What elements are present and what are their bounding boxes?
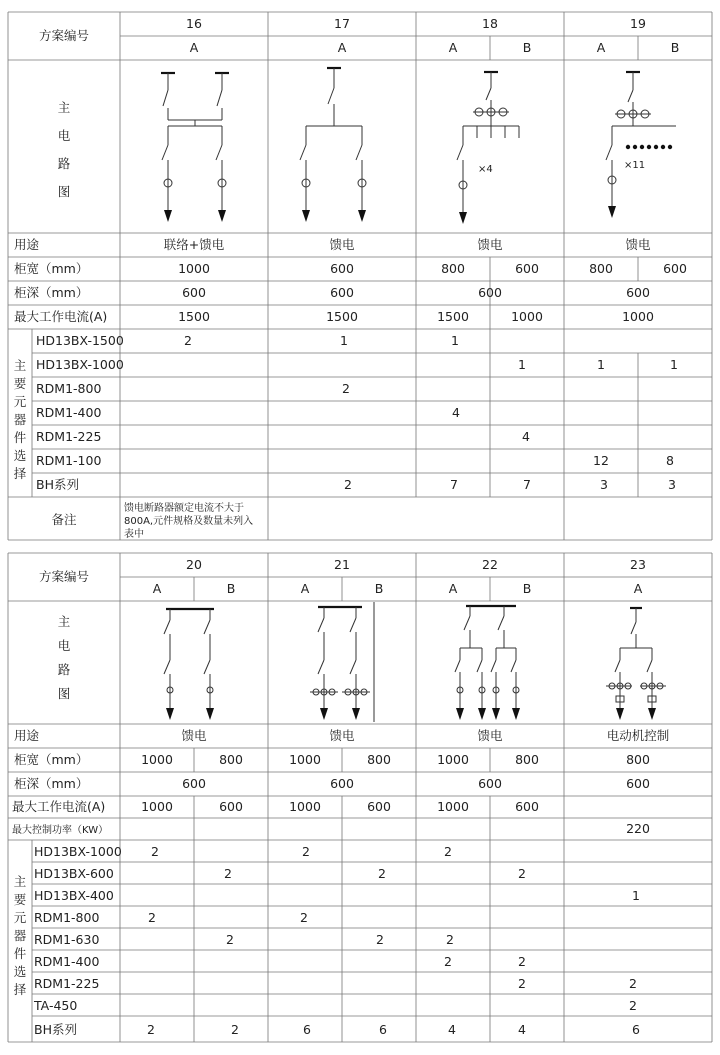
scheme-number: 17 — [334, 16, 350, 31]
variant-label: A — [448, 581, 458, 596]
components-group-char: 器 — [13, 928, 27, 943]
depth-value: 600 — [330, 285, 354, 300]
component-value: 2 — [518, 976, 526, 991]
component-value: 2 — [184, 333, 192, 348]
component-value: 2 — [231, 1022, 239, 1037]
remarks-text: 馈电断路器额定电流不大于 — [124, 503, 244, 514]
depth-value: 600 — [626, 776, 650, 791]
usage-value: 电动机控制 — [606, 728, 670, 743]
component-value: 2 — [147, 1022, 155, 1037]
component-value: 2 — [300, 910, 308, 925]
component-value: 2 — [342, 381, 350, 396]
component-value: 2 — [444, 954, 452, 969]
component-value: 6 — [303, 1022, 311, 1037]
components-group-char: 器 — [13, 412, 27, 427]
scheme-number: 21 — [334, 557, 350, 572]
depth-label: 柜深（mm） — [14, 776, 89, 791]
max-current-value: 1500 — [178, 309, 210, 324]
max-current-value: 1000 — [511, 309, 543, 324]
component-value: 2 — [518, 866, 526, 881]
component-name: RDM1-800 — [36, 381, 102, 396]
component-value: 1 — [340, 333, 348, 348]
width-value: 800 — [441, 261, 465, 276]
remarks-text: 800A,元件规格及数量未列入 — [124, 516, 254, 527]
width-value: 600 — [515, 261, 539, 276]
variant-label: A — [633, 581, 643, 596]
max-current-value: 1500 — [326, 309, 358, 324]
component-name: HD13BX-1000 — [36, 357, 124, 372]
table-2 — [8, 553, 712, 1042]
variant-label: B — [670, 40, 680, 55]
component-value: 4 — [518, 1022, 526, 1037]
component-name: HD13BX-1500 — [36, 333, 124, 348]
component-value: 7 — [523, 477, 531, 492]
component-value: 2 — [151, 844, 159, 859]
max-current-label: 最大工作电流(A) — [12, 799, 106, 814]
usage-value: 馈电 — [329, 728, 355, 743]
width-value: 1000 — [178, 261, 210, 276]
circuit-diagram-22 — [455, 606, 520, 720]
variant-label: A — [448, 40, 458, 55]
component-name: TA-450 — [34, 998, 78, 1013]
max-power-label: 最大控制功率（KW） — [12, 825, 109, 836]
scheme-number: 20 — [186, 557, 202, 572]
width-value: 800 — [589, 261, 613, 276]
component-value: 2 — [629, 998, 637, 1013]
component-value: 2 — [148, 910, 156, 925]
main-circuit-label-char: 图 — [57, 184, 71, 199]
main-circuit-label-char: 图 — [57, 686, 71, 701]
main-circuit-label-char: 路 — [57, 662, 71, 677]
usage-value: 馈电 — [181, 728, 207, 743]
variant-label: A — [300, 581, 310, 596]
components-group-char: 元 — [13, 910, 27, 925]
remarks-text: 表中 — [124, 529, 144, 540]
variant-label: A — [596, 40, 606, 55]
depth-value: 600 — [478, 285, 502, 300]
max-current-value: 1500 — [437, 309, 469, 324]
component-name: RDM1-800 — [34, 910, 100, 925]
usage-value: 馈电 — [477, 728, 503, 743]
usage-label: 用途 — [14, 728, 40, 743]
scheme-no-label: 方案编号 — [38, 569, 90, 584]
component-value: 7 — [450, 477, 458, 492]
component-value: 1 — [670, 357, 678, 372]
depth-value: 600 — [478, 776, 502, 791]
component-value: 6 — [632, 1022, 640, 1037]
component-value: 2 — [344, 477, 352, 492]
components-group-char: 主 — [13, 874, 27, 889]
max-current-value: 1000 — [289, 799, 321, 814]
component-name: RDM1-225 — [34, 976, 100, 991]
variant-label: A — [189, 40, 199, 55]
component-name: BH系列 — [34, 1022, 77, 1037]
diagram-note-x11: ×11 — [624, 160, 646, 171]
scheme-number: 18 — [482, 16, 498, 31]
usage-value: 联络+馈电 — [163, 237, 225, 252]
max-power-value: 220 — [626, 821, 650, 836]
variant-label: B — [522, 581, 532, 596]
width-value: 800 — [626, 752, 650, 767]
max-current-value: 1000 — [622, 309, 654, 324]
component-name: RDM1-400 — [36, 405, 102, 420]
component-value: 4 — [522, 429, 530, 444]
component-value: 2 — [376, 932, 384, 947]
component-value: 1 — [518, 357, 526, 372]
width-value: 600 — [663, 261, 687, 276]
component-value: 2 — [446, 932, 454, 947]
circuit-diagram-23 — [606, 608, 666, 720]
component-value: 2 — [226, 932, 234, 947]
circuit-diagram-17 — [300, 68, 366, 222]
components-group-char: 择 — [13, 466, 27, 481]
width-value: 800 — [367, 752, 391, 767]
usage-value: 馈电 — [625, 237, 651, 252]
component-value: 2 — [629, 976, 637, 991]
component-value: 2 — [302, 844, 310, 859]
depth-label: 柜深（mm） — [14, 285, 89, 300]
max-current-value: 1000 — [141, 799, 173, 814]
scheme-number: 16 — [186, 16, 202, 31]
circuit-diagram-19 — [606, 72, 676, 218]
variant-label: A — [337, 40, 347, 55]
component-value: 1 — [632, 888, 640, 903]
component-value: 6 — [379, 1022, 387, 1037]
max-current-value: 600 — [219, 799, 243, 814]
component-name: RDM1-225 — [36, 429, 102, 444]
variant-label: B — [374, 581, 384, 596]
main-circuit-label-char: 电 — [57, 128, 71, 143]
usage-value: 馈电 — [329, 237, 355, 252]
depth-value: 600 — [182, 285, 206, 300]
width-value: 800 — [219, 752, 243, 767]
table-1 — [8, 12, 712, 540]
circuit-diagram-16 — [161, 73, 229, 222]
component-name: HD13BX-600 — [34, 866, 114, 881]
component-name: HD13BX-1000 — [34, 844, 122, 859]
component-value: 2 — [378, 866, 386, 881]
diagram-note-x4: ×4 — [478, 164, 493, 175]
circuit-diagram-18 — [457, 72, 519, 224]
component-value: 1 — [451, 333, 459, 348]
components-group-char: 件 — [13, 946, 27, 961]
components-group-char: 选 — [13, 964, 27, 979]
component-value: 2 — [444, 844, 452, 859]
circuit-diagram-21 — [310, 602, 374, 722]
max-current-value: 600 — [367, 799, 391, 814]
width-label: 柜宽（mm） — [14, 752, 89, 767]
component-value: 1 — [597, 357, 605, 372]
components-group-char: 选 — [13, 448, 27, 463]
usage-label: 用途 — [14, 237, 40, 252]
main-circuit-label-char: 电 — [57, 638, 71, 653]
variant-label: B — [226, 581, 236, 596]
width-value: 800 — [515, 752, 539, 767]
variant-label: B — [522, 40, 532, 55]
component-value: 3 — [600, 477, 608, 492]
main-circuit-label-char: 路 — [57, 156, 71, 171]
max-current-value: 1000 — [437, 799, 469, 814]
component-value: 4 — [452, 405, 460, 420]
component-value: 2 — [224, 866, 232, 881]
main-circuit-label-char: 主 — [57, 100, 71, 115]
depth-value: 600 — [330, 776, 354, 791]
component-name: RDM1-100 — [36, 453, 102, 468]
scheme-number: 23 — [630, 557, 646, 572]
components-group-char: 元 — [13, 394, 27, 409]
depth-value: 600 — [182, 776, 206, 791]
scheme-number: 22 — [482, 557, 498, 572]
component-value: 3 — [668, 477, 676, 492]
component-value: 2 — [518, 954, 526, 969]
component-name: RDM1-630 — [34, 932, 100, 947]
component-name: HD13BX-400 — [34, 888, 114, 903]
max-current-value: 600 — [515, 799, 539, 814]
main-circuit-label-char: 主 — [57, 614, 71, 629]
max-current-label: 最大工作电流(A) — [14, 309, 108, 324]
components-group-char: 要 — [13, 892, 27, 907]
components-group-char: 件 — [13, 430, 27, 445]
component-name: BH系列 — [36, 477, 79, 492]
depth-value: 600 — [626, 285, 650, 300]
width-value: 1000 — [289, 752, 321, 767]
component-value: 8 — [666, 453, 674, 468]
width-label: 柜宽（mm） — [14, 261, 89, 276]
component-value: 12 — [593, 453, 609, 468]
scheme-number: 19 — [630, 16, 646, 31]
components-group-char: 择 — [13, 982, 27, 997]
width-value: 1000 — [141, 752, 173, 767]
remarks-label: 备注 — [51, 512, 77, 527]
component-name: RDM1-400 — [34, 954, 100, 969]
component-value: 4 — [448, 1022, 456, 1037]
components-group-char: 要 — [13, 376, 27, 391]
variant-label: A — [152, 581, 162, 596]
scheme-no-label: 方案编号 — [38, 28, 90, 43]
components-group-char: 主 — [13, 358, 27, 373]
usage-value: 馈电 — [477, 237, 503, 252]
width-value: 600 — [330, 261, 354, 276]
width-value: 1000 — [437, 752, 469, 767]
circuit-diagram-20 — [164, 609, 214, 720]
